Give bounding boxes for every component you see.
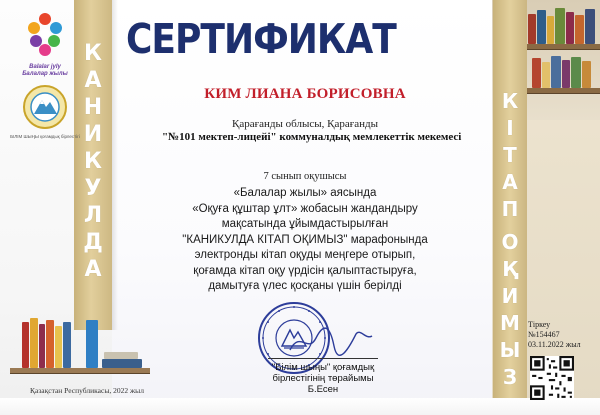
signature-icon	[286, 320, 376, 360]
bilim-shyny-caption: БІЛІМ ШЫҢЫ қоғамдық бірлестігі	[10, 134, 80, 139]
award-line: «Оқуға құштар ұлт» жобасын жандандыру	[192, 202, 418, 215]
award-line: дамытуға үлес қосқаны үшін берілді	[208, 280, 402, 292]
recipient-name: КИМ ЛИАНА БОРИСОВНА	[204, 86, 406, 102]
book-icon	[542, 62, 550, 88]
award-line: қоғамда кітап оқу үрдісін қалыптастыруға,	[193, 264, 417, 277]
registration-info: Тіркеу №154467 03.11.2022 жыл	[528, 320, 581, 349]
book-icon	[63, 322, 71, 368]
award-line: мақсатында ұйымдастырылған	[221, 218, 389, 230]
vertical-letter: З	[502, 365, 518, 389]
book-icon	[86, 320, 98, 368]
grade: 7 сынып оқушысы	[263, 171, 347, 182]
shelf	[520, 88, 600, 94]
book-icon	[55, 326, 62, 368]
balalar-jyly-caption: Balalar jyly Балалар жылы	[22, 64, 68, 77]
qr-code-icon	[530, 356, 574, 400]
book-icon	[566, 12, 574, 44]
book-icon	[104, 352, 138, 359]
signature-line	[268, 358, 378, 359]
vertical-letter: К	[84, 41, 102, 66]
vertical-letter: И	[501, 284, 519, 308]
vertical-letter: Қ	[502, 257, 518, 281]
footer-country-year: Қазақстан Республикасы, 2022 жыл	[30, 386, 144, 395]
book-icon	[102, 359, 142, 368]
vertical-letter: Л	[83, 203, 103, 228]
vertical-letter: П	[501, 197, 519, 221]
book-icon	[571, 57, 581, 88]
balalar-jyly-logo	[20, 10, 70, 66]
region: Қарағанды облысы, Қарағанды	[232, 118, 378, 130]
right-vertical-word	[491, 88, 529, 391]
vertical-letter: Ы	[499, 338, 521, 362]
book-icon	[532, 58, 541, 88]
book-icon	[575, 15, 584, 44]
book-icon	[585, 9, 595, 44]
vertical-letter: А	[84, 257, 102, 282]
signatory: "Білім шыңы" қоғамдық бірлестігінің төрайымы Б.Есен	[271, 362, 375, 395]
book-icon	[555, 8, 565, 44]
school-name: "№101 мектеп-лицейі" коммуналдық мемлекеттік мекемесі	[162, 131, 462, 143]
award-text	[130, 186, 480, 295]
vertical-letter: О	[501, 230, 519, 254]
book-icon	[547, 16, 554, 44]
award-line: "КАНИКУЛДА КІТАП ОҚИМЫЗ" марафонында	[182, 233, 428, 246]
vertical-letter: К	[501, 89, 519, 113]
vertical-letter: М	[500, 311, 520, 335]
vertical-letter: А	[84, 68, 102, 93]
book-icon	[39, 324, 45, 368]
vertical-letter: И	[83, 122, 103, 147]
shelf	[520, 44, 600, 50]
vertical-letter: У	[84, 176, 102, 201]
vertical-letter: К	[84, 149, 102, 174]
award-line: электронды кітап оқуды меңгере отырып,	[194, 249, 416, 261]
book-icon	[528, 14, 536, 44]
shelf	[10, 368, 150, 374]
vertical-letter: А	[502, 170, 518, 194]
book-icon	[537, 10, 546, 44]
book-icon	[551, 56, 561, 88]
book-icon	[22, 322, 29, 368]
award-line: «Балалар жылы» аясында	[233, 187, 377, 199]
vertical-letter: Д	[83, 230, 103, 255]
bottom-strip	[0, 398, 600, 415]
certificate-title: СЕРТИФИКАТ	[126, 16, 396, 64]
vertical-letter: Н	[83, 95, 103, 120]
book-icon	[562, 60, 570, 88]
left-band-shadow	[112, 0, 118, 330]
book-icon	[582, 61, 591, 88]
vertical-letter: І	[506, 116, 514, 140]
vertical-letter: Т	[503, 143, 517, 167]
book-icon	[46, 320, 54, 368]
bilim-shyny-emblem	[22, 84, 68, 130]
book-icon	[30, 318, 38, 368]
